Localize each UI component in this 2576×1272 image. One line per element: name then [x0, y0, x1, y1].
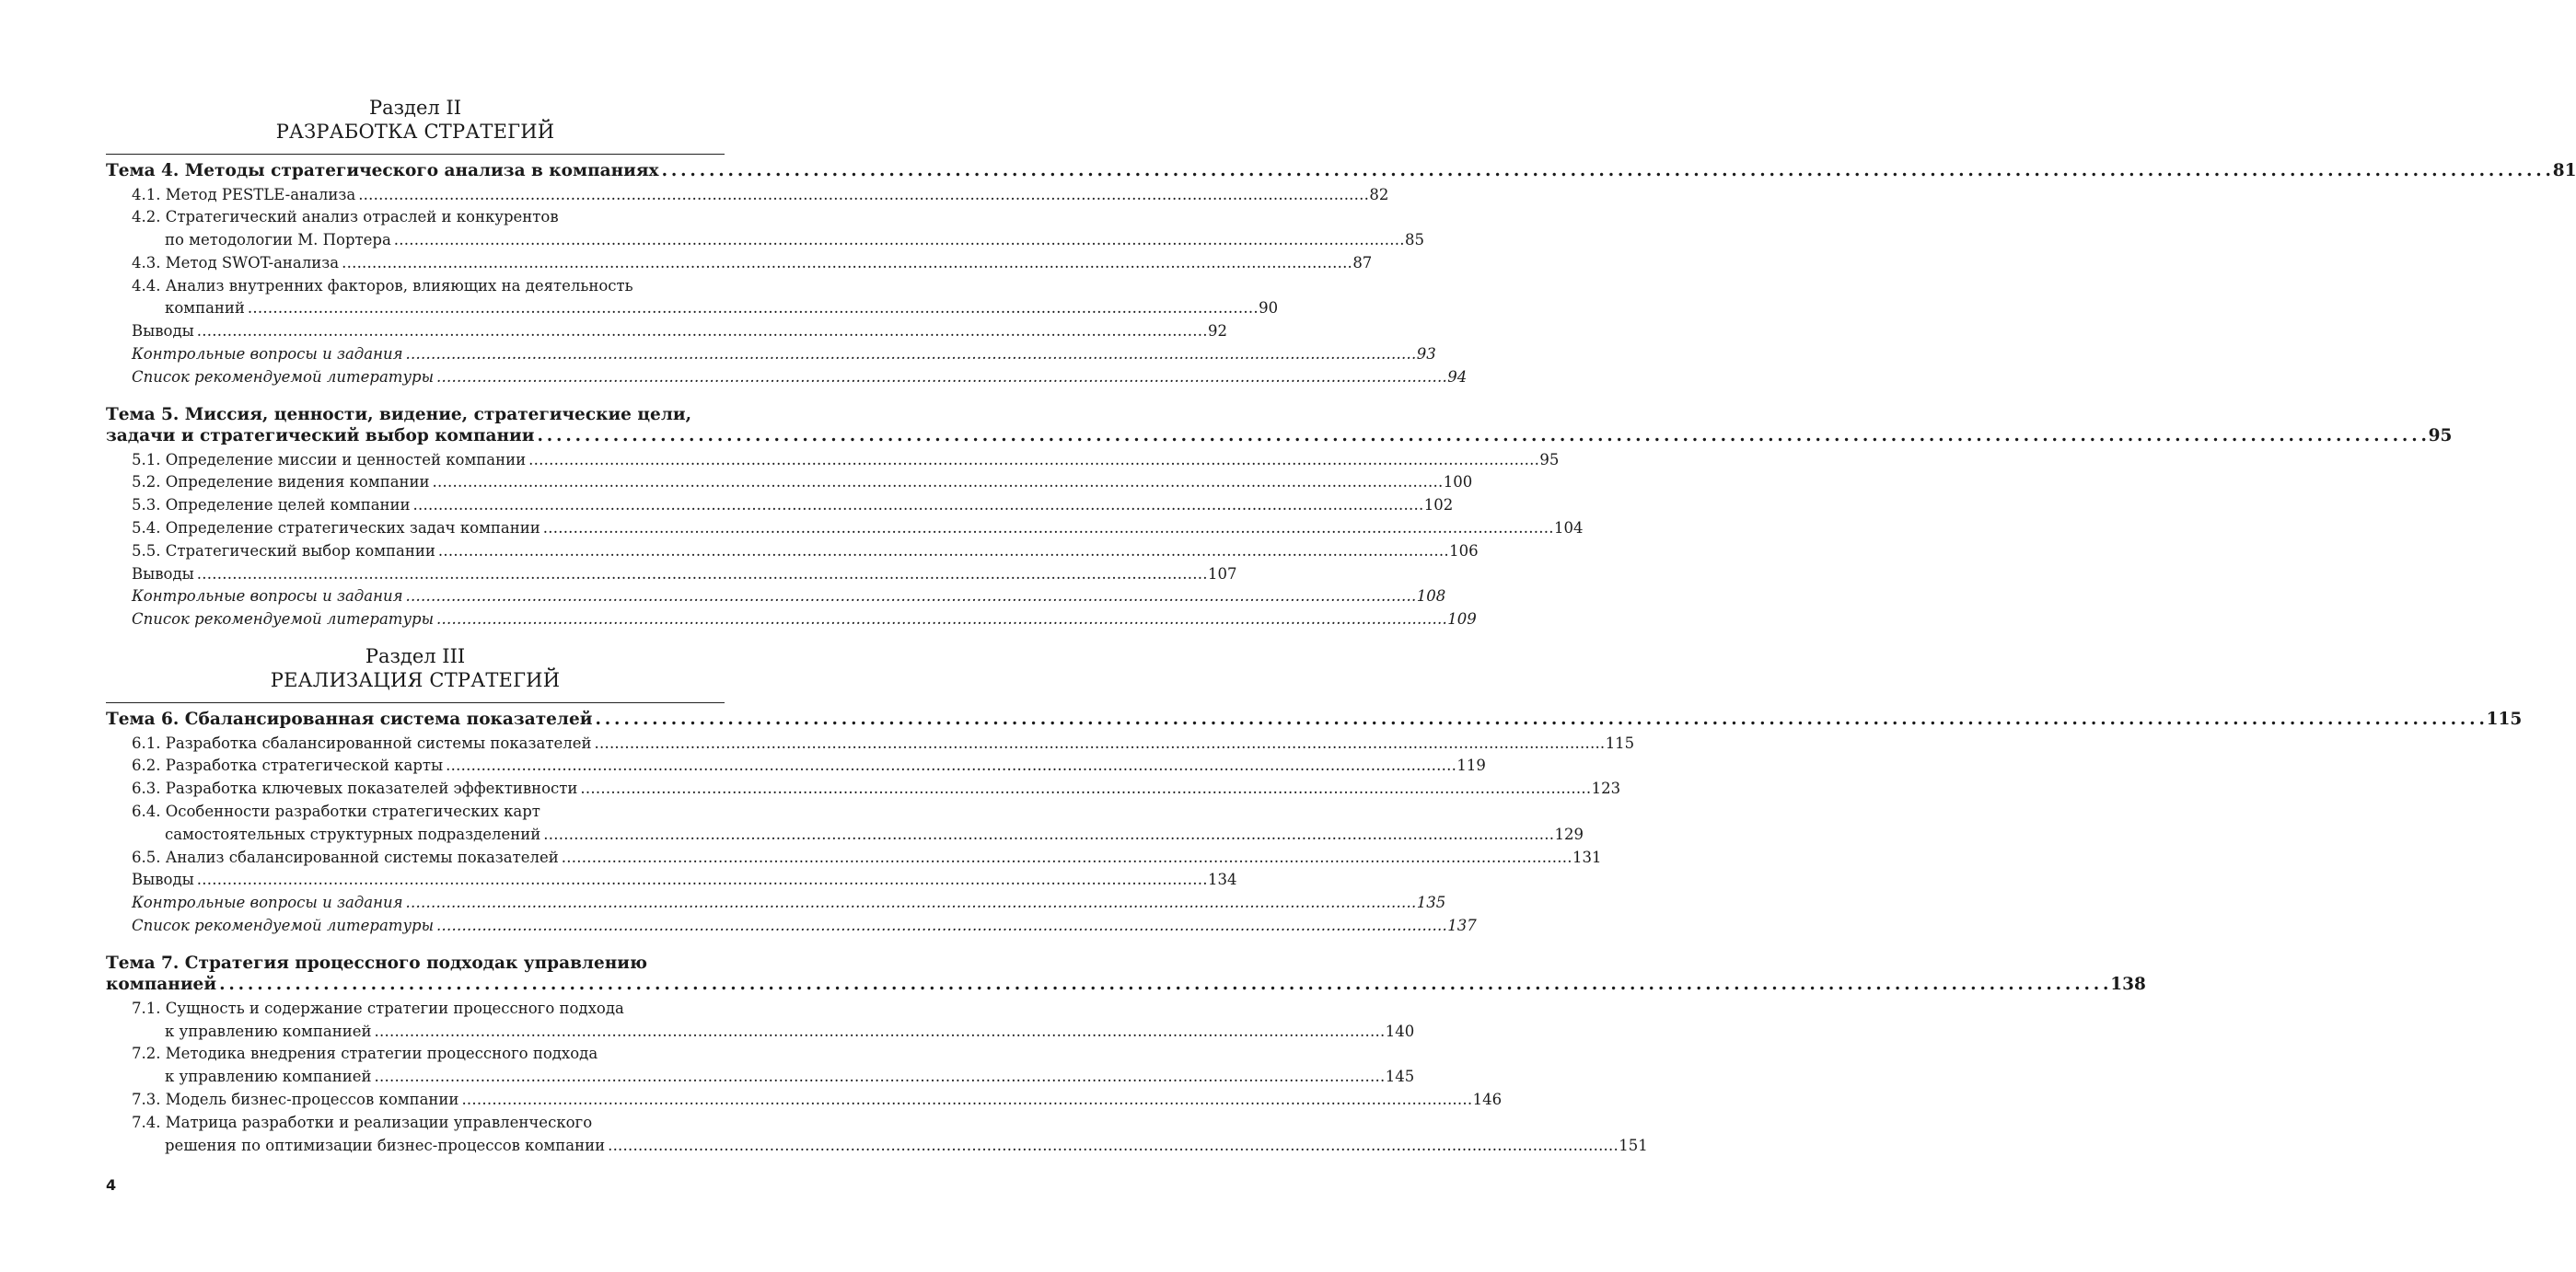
theme-title-line: [106, 709, 2523, 731]
leader-dots: [342, 252, 1350, 275]
entry-text: Контрольные вопросы и задания: [132, 345, 403, 364]
entry-text: 4.3. Метод SWOT-анализа: [132, 253, 340, 272]
toc-entry: [106, 1043, 1415, 1089]
leader-dots: [528, 449, 1537, 472]
section-2: [106, 96, 2576, 631]
entry-text: Список рекомендуемой литературы: [132, 610, 435, 629]
theme-title-page-number: 115: [2486, 710, 2523, 730]
entry-text: Контрольные вопросы и задания: [132, 894, 403, 912]
entry-list: [106, 998, 1648, 1158]
toc-entry: [106, 755, 1486, 778]
toc-entry: [106, 252, 1373, 275]
theme-title: [106, 709, 2523, 731]
theme-title-text: Тема 4. Методы стратегического анализа в компаниях: [106, 161, 659, 180]
theme-title-line: Тема 7. Стратегия процессного подходак управлению: [106, 953, 647, 973]
leader-dots: [436, 608, 1445, 631]
entry-text: 5.4. Определение стратегических задач компании: [132, 519, 540, 538]
leader-dots: [461, 1089, 1469, 1112]
toc-entry: [106, 206, 1425, 252]
leader-dots: [537, 425, 2425, 447]
toc-entry: [106, 366, 1468, 389]
leader-dots: [594, 733, 1602, 756]
entry-line: [132, 229, 1425, 252]
leader-dots: [248, 297, 1256, 320]
entry-text: компаний: [165, 299, 245, 318]
entry-text: 5.1. Определение миссии и ценностей компании: [132, 450, 527, 468]
entry-text: 5.3. Определение целей компании: [132, 496, 411, 515]
entry-page-number: 140: [1385, 1022, 1415, 1040]
toc-entry: [106, 801, 1584, 847]
leader-dots: [406, 892, 1414, 915]
entry-text: к управлению компанией: [165, 1022, 372, 1040]
entry-text: 7.2. Методика внедрения стратегии процессного подхода: [132, 1045, 598, 1063]
entry-line: [132, 540, 1479, 563]
entry-line: [132, 1021, 1415, 1044]
leader-dots: [433, 471, 1441, 494]
leader-dots: [197, 320, 1205, 343]
entry-text: 6.3. Разработка ключевых показателей эффективности: [132, 780, 578, 798]
leader-dots: [580, 778, 1588, 801]
theme-title-line: [106, 425, 2453, 447]
entry-text: 7.1. Сущность и содержание стратегии процессного подхода: [132, 999, 624, 1017]
entry-page-number: 131: [1572, 848, 1602, 866]
entry-text: по методологии М. Портера: [165, 231, 391, 249]
leader-dots: [595, 709, 2483, 731]
entry-line: [132, 755, 1486, 778]
entry-line: [132, 320, 1227, 343]
theme-title-page-number: 81: [2552, 161, 2576, 180]
entry-list: [106, 733, 1635, 938]
entry-page-number: 102: [1423, 496, 1454, 515]
entry-list: [106, 449, 1584, 631]
section-contents: [106, 702, 2523, 1157]
entry-text: 4.1. Метод PESTLE-анализа: [132, 185, 356, 203]
toc-entry: [106, 275, 1279, 321]
entry-page-number: 107: [1208, 564, 1237, 583]
toc-entry: [106, 1112, 1648, 1158]
entry-line: [132, 517, 1584, 540]
leader-dots: [438, 540, 1446, 563]
entry-text: Список рекомендуемой литературы: [132, 916, 435, 934]
section-title: РЕАЛИЗАЦИЯ СТРАТЕГИЙ: [270, 669, 561, 692]
entry-text: 7.4. Матрица разработки и реализации управленческого: [132, 1113, 593, 1131]
toc-entry: [106, 998, 1415, 1044]
entry-line: [132, 608, 1477, 631]
leader-dots: [197, 563, 1205, 586]
theme-title-text: компанией: [106, 975, 217, 995]
entry-page-number: 108: [1416, 587, 1446, 606]
toc-entry: [106, 320, 1227, 343]
theme-title-line: [106, 974, 2146, 996]
entry-page-number: 146: [1472, 1090, 1503, 1108]
entry-page-number: 137: [1447, 916, 1477, 934]
theme-title-page-number: 138: [2110, 975, 2146, 995]
entry-page-number: 145: [1385, 1068, 1415, 1086]
leader-dots: [394, 229, 1402, 252]
section-title: РАЗРАБОТКА СТРАТЕГИЙ: [275, 121, 555, 143]
toc-entry: [106, 608, 1477, 631]
toc-entry: [106, 343, 1436, 366]
theme-title: [106, 404, 2453, 447]
leader-dots: [436, 915, 1445, 938]
entry-text: Выводы: [132, 322, 194, 341]
entry-page-number: 109: [1447, 610, 1477, 629]
toc-entry: [106, 184, 1389, 207]
entry-page-number: 93: [1416, 345, 1436, 364]
toc-entry: [106, 1089, 1503, 1112]
entry-text: решения по оптимизации бизнес-процессов компании: [165, 1136, 606, 1154]
entry-line: [132, 343, 1436, 366]
entry-line: [132, 1066, 1415, 1089]
theme-title: [106, 160, 2576, 182]
section-heading: [106, 644, 725, 692]
entry-text: самостоятельных структурных подразделений: [165, 825, 541, 843]
leader-dots: [662, 160, 2550, 182]
toc-entry: [106, 847, 1602, 870]
theme-title-line: Тема 5. Миссия, ценности, видение, стратегические цели,: [106, 404, 692, 424]
leader-dots: [446, 755, 1454, 778]
leader-dots: [406, 343, 1414, 366]
section-label: Раздел III: [365, 645, 466, 668]
entry-text: Выводы: [132, 871, 194, 889]
entry-page-number: 134: [1208, 871, 1237, 889]
entry-line: [132, 563, 1237, 586]
entry-text: 6.1. Разработка сбалансированной системы показателей: [132, 734, 592, 752]
entry-text: Контрольные вопросы и задания: [132, 587, 403, 606]
entry-page-number: 135: [1416, 894, 1446, 912]
toc-entry: [106, 540, 1479, 563]
entry-page-number: 100: [1443, 473, 1473, 491]
leader-dots: [562, 847, 1570, 870]
theme-block: [106, 953, 2146, 1158]
entry-text: 6.5. Анализ сбалансированной системы показателей: [132, 848, 559, 866]
entry-line: [132, 892, 1446, 915]
leader-dots: [219, 974, 2107, 996]
leader-dots: [197, 869, 1205, 892]
entry-text: 7.3. Модель бизнес-процессов компании: [132, 1090, 459, 1108]
entry-text: 5.2. Определение видения компании: [132, 473, 430, 491]
entry-page-number: 123: [1591, 780, 1621, 798]
entry-page-number: 119: [1456, 757, 1486, 775]
theme-title-text: задачи и стратегический выбор компании: [106, 426, 535, 446]
entry-page-number: 95: [1539, 450, 1560, 468]
toc-entry: [106, 494, 1454, 517]
section-heading: [106, 96, 725, 144]
theme-title: [106, 953, 2146, 996]
leader-dots: [358, 184, 1366, 207]
leader-dots: [608, 1135, 1616, 1158]
leader-dots: [436, 366, 1445, 389]
section-3: [106, 644, 2523, 1157]
entry-line: [132, 1089, 1503, 1112]
entry-text: Выводы: [132, 564, 194, 583]
leader-dots: [413, 494, 1421, 517]
toc-entry: [106, 517, 1584, 540]
leader-dots: [374, 1066, 1382, 1089]
theme-title-line: [106, 160, 2576, 182]
entry-line: [132, 494, 1454, 517]
entry-line: [132, 297, 1279, 320]
table-of-contents: [106, 96, 2576, 1170]
entry-page-number: 85: [1405, 231, 1425, 249]
entry-line: [132, 366, 1468, 389]
entry-page-number: 106: [1449, 541, 1479, 560]
theme-title-text: Тема 6. Сбалансированная система показателей: [106, 710, 593, 730]
entry-page-number: 151: [1619, 1136, 1648, 1154]
entry-text: 6.2. Разработка стратегической карты: [132, 757, 444, 775]
entry-page-number: 115: [1605, 734, 1635, 752]
leader-dots: [543, 824, 1551, 847]
entry-line: [132, 778, 1621, 801]
toc-entry: [106, 585, 1446, 608]
entry-line: [132, 869, 1237, 892]
toc-entry: [106, 733, 1635, 756]
entry-page-number: 82: [1369, 185, 1389, 203]
page-number: 4: [106, 1176, 117, 1194]
entry-text: к управлению компанией: [165, 1068, 372, 1086]
entry-page-number: 92: [1208, 322, 1227, 341]
toc-entry: [106, 892, 1446, 915]
entry-page-number: 129: [1554, 825, 1584, 843]
section-contents: [106, 154, 2576, 631]
entry-page-number: 90: [1259, 299, 1279, 318]
leader-dots: [543, 517, 1551, 540]
entry-page-number: 94: [1447, 367, 1468, 386]
entry-line: [132, 449, 1560, 472]
theme-block: [106, 160, 2576, 389]
entry-line: [132, 252, 1373, 275]
toc-entry: [106, 449, 1560, 472]
section-label: Раздел II: [368, 97, 462, 119]
entry-text: Список рекомендуемой литературы: [132, 367, 435, 386]
theme-block: [106, 404, 2453, 631]
entry-text: 6.4. Особенности разработки стратегических карт: [132, 802, 540, 820]
entry-text: 4.2. Стратегический анализ отраслей и конкурентов: [132, 208, 559, 226]
entry-line: [132, 847, 1602, 870]
entry-line: [132, 824, 1584, 847]
toc-entry: [106, 563, 1237, 586]
entry-list: [106, 184, 1468, 389]
entry-line: [132, 471, 1473, 494]
entry-line: [132, 184, 1389, 207]
entry-line: [132, 915, 1477, 938]
toc-entry: [106, 869, 1237, 892]
leader-dots: [406, 585, 1414, 608]
entry-line: [132, 1135, 1648, 1158]
entry-page-number: 87: [1352, 253, 1373, 272]
leader-dots: [374, 1021, 1382, 1044]
toc-entry: [106, 778, 1621, 801]
entry-page-number: 104: [1553, 519, 1584, 538]
entry-line: [132, 733, 1635, 756]
theme-title-page-number: 95: [2428, 426, 2453, 446]
theme-block: [106, 709, 2523, 938]
entry-text: 4.4. Анализ внутренних факторов, влияющих на деятельность: [132, 276, 633, 295]
toc-entry: [106, 915, 1477, 938]
entry-text: 5.5. Стратегический выбор компании: [132, 541, 435, 560]
toc-entry: [106, 471, 1473, 494]
entry-line: [132, 585, 1446, 608]
